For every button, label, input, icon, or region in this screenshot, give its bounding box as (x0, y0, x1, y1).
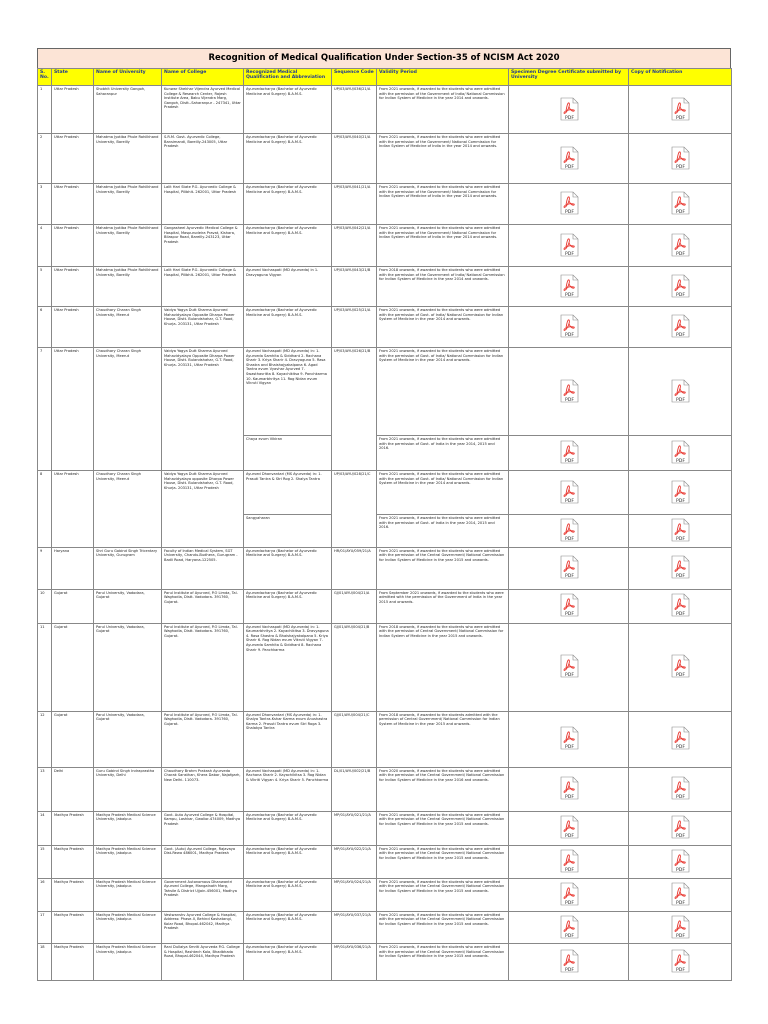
cell-state: Madhya Pradesh (52, 845, 94, 878)
svg-text:PDF: PDF (676, 574, 685, 580)
cell-sno: 1 (38, 86, 52, 134)
cell-sequence: MP/01/AYU/021/21/A (332, 811, 377, 845)
table-row (38, 623, 732, 711)
pdf-file-icon[interactable] (669, 815, 691, 839)
cell-notification-pdf[interactable] (629, 767, 732, 811)
cell-sno: 12 (38, 711, 52, 767)
cell-notification-pdf[interactable] (629, 845, 732, 878)
cell-notification-pdf[interactable] (629, 589, 732, 623)
cell-college: Government Autonomous Dhanwantri Ayurved College, Mangalnath Marg, Tahsile & District Ujjain-456001, Madhya Pradesh (162, 878, 244, 911)
svg-text:PDF: PDF (676, 795, 685, 801)
cell-sno: 6 (38, 307, 52, 348)
svg-text:PDF: PDF (676, 968, 685, 974)
cell-sequence: UP/03/AYU/028/21/C (332, 471, 377, 548)
cell-college: Chaudhary Brahm Prakash Ayurveda Charak Sansthan, Khera Dabar, Najafgarh, New Delhi- 110073. (162, 767, 244, 811)
cell-university: Madhya Pradesh Medical Science University, Jabalpur. (94, 878, 162, 911)
cell-sequence: DL/01/AYU/002/21/B (332, 767, 377, 811)
table-header-row (38, 69, 732, 86)
cell-college: Parul Institute of Ayurved, P.O Limda, Tal. Waghodia, Distt. Vadodara- 391760, Gujarat. (162, 711, 244, 767)
svg-text:PDF: PDF (564, 867, 574, 873)
svg-text:PDF: PDF (676, 397, 685, 403)
svg-text:PDF: PDF (564, 536, 574, 542)
cell-sequence: GJ/01/AYU/004/21/A (332, 589, 377, 623)
cell-sno: 4 (38, 225, 52, 267)
cell-university: Parul University, Vadodara, Gujarat (94, 589, 162, 623)
table-row (38, 589, 732, 623)
cell-validity: From 2021 onwards, if awarded to the students who were admitted with the permission of the Central Government/ National Commission for Indian System of Medicine in the year 2015 and onwards. (377, 547, 509, 589)
pdf-file-icon[interactable] (669, 915, 691, 939)
cell-qualification: Ayurvedacharya (Bachelor of Ayurvedic Medicine and Surgery) B.A.M.S. (244, 878, 332, 911)
cell-state: Madhya Pradesh (52, 811, 94, 845)
table-row (38, 811, 732, 845)
header-college: Name of College (162, 69, 244, 86)
cell-qualification: Chaya evum Vikiran (244, 436, 332, 471)
cell-state: Uttar Pradesh (52, 134, 94, 184)
pdf-file-icon[interactable] (558, 949, 580, 973)
cell-university: Mahatma Jyotiba Phule Rohilkhand University, Bareilly (94, 134, 162, 184)
cell-qualification: Ayurvedacharya (Bachelor of Ayurvedic Medicine and Surgery) B.A.M.S. (244, 184, 332, 225)
cell-specimen-pdf[interactable] (509, 767, 629, 811)
cell-specimen-pdf[interactable] (509, 845, 629, 878)
cell-qualification: Ayurvedacharya (Bachelor of Ayurvedic Medicine and Surgery) B.A.M.S. (244, 911, 332, 944)
cell-validity: From 2021 onwards, if awarded to the students who were admitted with the permission of Govt. of India in the year 2014, 2015 and 2016. (377, 436, 509, 471)
pdf-file-icon[interactable] (669, 440, 691, 464)
cell-state: Uttar Pradesh (52, 348, 94, 471)
table-row (38, 878, 732, 911)
cell-specimen-pdf[interactable] (509, 623, 629, 711)
cell-validity: From 2021 onwards, if awarded to the students who were admitted with the permission of the Government/ National Commission for Indian System of Medicine of India in the year 2014 and onwards. (377, 225, 509, 267)
cell-validity: From September 2021 onwards, if awarded to the students who were admitted with the permission of the Government of India in the year 2015 and onwards. (377, 589, 509, 623)
cell-sequence: UP/03/AYU/036/21/A (332, 86, 377, 134)
cell-validity: From 2021 onwards, if awarded to the students who were admitted with the permission of the Government/ National Commission for Indian System of Medicine of India in the year 2014 and onwards. (377, 184, 509, 225)
svg-text:PDF: PDF (564, 795, 574, 801)
cell-specimen-pdf[interactable] (509, 307, 629, 348)
pdf-file-icon[interactable] (558, 555, 580, 579)
table-row (38, 134, 732, 184)
svg-text:PDF: PDF (676, 459, 685, 465)
cell-state: Madhya Pradesh (52, 878, 94, 911)
pdf-file-icon[interactable] (669, 882, 691, 906)
cell-validity: From 2021 onwards, if awarded to the students who were admitted with the permission of the Government/ National Commission for Indian System of Medicine of India in the year 2014 and onwards. (377, 134, 509, 184)
svg-text:PDF: PDF (676, 867, 685, 873)
cell-college: S.R.M. Govt. Ayurvedic College, Bansimandi, Bareilly-243005, Uttar Pradesh (162, 134, 244, 184)
cell-state: Uttar Pradesh (52, 225, 94, 267)
cell-sno: 11 (38, 623, 52, 711)
svg-text:PDF: PDF (676, 251, 685, 257)
cell-qualification: Ayurved Vachaspati (MD Ayurveda) in: 1. Kaumarbhritya 2. Kayachikitsa 3. Dravyaguna 4. Rasa Shastra & Bhaishajyakalpana 5. Kriya Sharir 6. Rog Nidan evum Vikruti Vigyan 7. Ayurveda Samhita & Siddhant 8. Rachana Sharir 9. Panchkarma (244, 623, 332, 711)
table-row (38, 471, 732, 515)
cell-college: Parul Institute of Ayurved, P.O Limda, Tal. Waghodia, Distt. Vadodara- 391760, Gujarat. (162, 623, 244, 711)
cell-university: Guru Gobind Singh Indraprastha University, Delhi (94, 767, 162, 811)
cell-sequence: UP/03/AYU/041/21/A (332, 184, 377, 225)
cell-university: Chaudhary Charan Singh University, Meerut (94, 471, 162, 548)
cell-state: Uttar Pradesh (52, 86, 94, 134)
header-university: Name of University (94, 69, 162, 86)
cell-university: Madhya Pradesh Medical Science University, Jabalpur. (94, 944, 162, 981)
cell-specimen-pdf[interactable] (509, 711, 629, 767)
svg-text:PDF: PDF (564, 210, 574, 216)
cell-specimen-pdf[interactable] (509, 225, 629, 267)
cell-university: Madhya Pradesh Medical Science University, Jabalpur. (94, 811, 162, 845)
cell-sequence: UP/03/AYU/026/21/B (332, 348, 377, 471)
cell-college: Faculty of Indian Medical System, SGT University, Chandu-Budhera, Gurugram - Badli Road, Haryana-122505. (162, 547, 244, 589)
cell-college: Vaidya Yagya Dutt Sharma Ayurved Mahavidyalaya opposite Dharpa Power House, Distt. Bulandshahar, G.T. Road, Khurja- 203131, Uttar Pradesh (162, 471, 244, 548)
cell-sno: 2 (38, 134, 52, 184)
pdf-file-icon[interactable] (669, 593, 691, 617)
cell-sequence: UP/03/AYU/043/21/B (332, 267, 377, 307)
pdf-file-icon[interactable] (669, 274, 691, 298)
cell-sno: 7 (38, 348, 52, 471)
svg-text:PDF: PDF (676, 933, 685, 939)
pdf-file-icon[interactable] (558, 379, 580, 403)
cell-specimen-pdf[interactable] (509, 944, 629, 981)
cell-state: Madhya Pradesh (52, 944, 94, 981)
pdf-file-icon[interactable] (558, 815, 580, 839)
pdf-file-icon[interactable] (558, 776, 580, 800)
pdf-file-icon[interactable] (669, 776, 691, 800)
cell-sno: 10 (38, 589, 52, 623)
cell-specimen-pdf[interactable] (509, 878, 629, 911)
cell-qualification: Ayurved Dhanvantari (MS Ayurveda) in: 1. Shalya Tantra-Kshar Karma evum Anushastra Karma 2. Prasuti Tantra evum Stri Roga 3. Shalakya Tantra (244, 711, 332, 767)
cell-sequence: MP/01/AYU/036/21/A (332, 944, 377, 981)
cell-sequence: UP/03/AYU/040/21/A (332, 134, 377, 184)
svg-text:PDF: PDF (564, 333, 574, 339)
cell-specimen-pdf[interactable] (509, 348, 629, 436)
pdf-file-icon[interactable] (558, 882, 580, 906)
cell-specimen-pdf[interactable] (509, 134, 629, 184)
pdf-file-icon[interactable] (558, 440, 580, 464)
cell-validity: From 2021 onwards, if awarded to the students who were admitted with the permission of Govt. of India/ National Commission for Indian System of Medicine in the year 2014 and onwards. (377, 307, 509, 348)
cell-state: Uttar Pradesh (52, 471, 94, 548)
cell-sno: 13 (38, 767, 52, 811)
cell-sno: 9 (38, 547, 52, 589)
pdf-file-icon[interactable] (669, 518, 691, 542)
svg-text:PDF: PDF (676, 292, 685, 298)
svg-text:PDF: PDF (676, 900, 685, 906)
cell-university: Madhya Pradesh Medical Science University, Jabalpur. (94, 911, 162, 944)
cell-notification-pdf[interactable] (629, 811, 732, 845)
cell-state: Haryana (52, 547, 94, 589)
svg-text:PDF: PDF (676, 612, 685, 618)
cell-sno: 16 (38, 878, 52, 911)
pdf-file-icon[interactable] (669, 191, 691, 215)
table-row (38, 225, 732, 267)
cell-college: Rani Dullaiya Smriti Ayurveda P.G. College & Hospital, Rashtech Kola, Bhadbhada Road, Bhopal-462044, Madhya Pradesh (162, 944, 244, 981)
cell-validity: From 2021 onwards, if awarded to the students who were admitted with the permission of Govt. of India/ National Commission for Indian System of Medicine in the year 2014 and onwards. (377, 348, 509, 436)
recognition-table (37, 68, 732, 981)
cell-state: Uttar Pradesh (52, 267, 94, 307)
cell-university: Chaudhary Charan Singh University, Meerut (94, 307, 162, 348)
cell-notification-pdf[interactable] (629, 184, 732, 225)
table-row (38, 307, 732, 348)
cell-notification-pdf[interactable] (629, 267, 732, 307)
cell-specimen-pdf[interactable] (509, 589, 629, 623)
pdf-file-icon[interactable] (669, 97, 691, 121)
svg-text:PDF: PDF (676, 164, 685, 170)
cell-university: Mahatma Jyotiba Phule Rohilkhand University, Bareilly (94, 225, 162, 267)
cell-sno: 3 (38, 184, 52, 225)
cell-qualification: Ayurvedacharya (Bachelor of Ayurvedic Medicine and Surgery) B.A.M.S. (244, 225, 332, 267)
svg-text:PDF: PDF (676, 834, 685, 840)
pdf-file-icon[interactable] (558, 274, 580, 298)
table-row (38, 184, 732, 225)
cell-college: Vestwanshv Ayurved College & Hospital, Address: Phase-II, Behind Kashatangi, Kolar Road, Bhopal-462042, Madhya Pradesh (162, 911, 244, 944)
cell-state: Uttar Pradesh (52, 307, 94, 348)
svg-text:PDF: PDF (676, 115, 685, 121)
svg-text:PDF: PDF (676, 536, 685, 542)
table-row (38, 348, 732, 436)
cell-specimen-pdf[interactable] (509, 86, 629, 134)
cell-specimen-pdf[interactable] (509, 911, 629, 944)
table-row (38, 711, 732, 767)
svg-text:PDF: PDF (564, 900, 574, 906)
svg-text:PDF: PDF (564, 459, 574, 465)
svg-text:PDF: PDF (564, 498, 574, 504)
cell-state: Gujarat (52, 711, 94, 767)
pdf-file-icon[interactable] (558, 191, 580, 215)
pdf-file-icon[interactable] (558, 146, 580, 170)
pdf-file-icon[interactable] (669, 726, 691, 750)
header-sequence: Sequence Code (332, 69, 377, 86)
header-sno: S. No. (38, 69, 52, 86)
pdf-file-icon[interactable] (669, 949, 691, 973)
cell-specimen-pdf[interactable] (509, 811, 629, 845)
cell-validity: From 2021 onwards, if awarded to the students who were admitted with the permission of the Government of India/ National Commission for Indian System of Medicine in the year 2014 and onwards. (377, 86, 509, 134)
cell-validity: From 2021 onwards, if awarded to the students who were admitted with the permission of the Central Government/ National Commission for Indian System of Medicine in the year 2015 and onwards. (377, 944, 509, 981)
pdf-file-icon[interactable] (558, 480, 580, 504)
table-row (38, 267, 732, 307)
svg-text:PDF: PDF (676, 498, 685, 504)
pdf-file-icon[interactable] (558, 233, 580, 257)
cell-qualification: Ayurvedacharya (Bachelor of Ayurvedic Medicine and Surgery) B.A.M.S. (244, 86, 332, 134)
pdf-file-icon[interactable] (669, 146, 691, 170)
cell-university: Shri Guru Gobind Singh Tricentary University, Gurugram (94, 547, 162, 589)
cell-notification-pdf[interactable] (629, 225, 732, 267)
page-title: Recognition of Medical Qualification Under Section-35 of NCISM Act 2020 (37, 48, 731, 68)
svg-text:PDF: PDF (564, 574, 574, 580)
header-specimen: Specimen Degree Certificate submitted by University (509, 69, 629, 86)
cell-college: Parul Institute of Ayurved, P.O Limda, Tal. Waghodia, Distt. Vadodara- 391760, Gujarat. (162, 589, 244, 623)
pdf-file-icon[interactable] (669, 314, 691, 338)
svg-text:PDF: PDF (564, 397, 574, 403)
cell-notification-pdf[interactable] (629, 436, 732, 471)
cell-sequence: MP/01/AYU/037/21/A (332, 911, 377, 944)
pdf-file-icon[interactable] (669, 654, 691, 678)
cell-sno: 14 (38, 811, 52, 845)
pdf-file-icon[interactable] (558, 654, 580, 678)
cell-university: Chaudhary Charan Singh University, Meerut (94, 348, 162, 471)
cell-qualification: Ayurvedacharya (Bachelor of Ayurvedic Medicine and Surgery) B.A.M.S. (244, 134, 332, 184)
cell-state: Delhi (52, 767, 94, 811)
pdf-file-icon[interactable] (669, 379, 691, 403)
cell-qualification: Ayurvedacharya (Bachelor of Ayurvedic Medicine and Surgery) B.A.M.S. (244, 547, 332, 589)
cell-notification-pdf[interactable] (629, 86, 732, 134)
svg-text:PDF: PDF (676, 673, 685, 679)
cell-validity: From 2018 onwards, if awarded to the students admitted with the permission of Central Government/ National Commission for Indian System of Medicine in the year 2015 and onwards. (377, 711, 509, 767)
cell-notification-pdf[interactable] (629, 134, 732, 184)
cell-notification-pdf[interactable] (629, 711, 732, 767)
cell-validity: From 2021 onwards, if awarded to the students who were admitted with the permission of the Central Government/ National Commission for Indian System of Medicine in the year 2015 and onwards. (377, 811, 509, 845)
svg-text:PDF: PDF (564, 115, 574, 121)
cell-validity: From 2021 onwards, if awarded to the students who were admitted with the permission of Govt. of India in the year 2014, 2015 and 2016. (377, 515, 509, 548)
cell-validity: From 2021 onwards, if awarded to the students who were admitted with the permission of the Central Government/ National Commission for Indian System of Medicine in the year 2015 and onwards. (377, 845, 509, 878)
svg-text:PDF: PDF (564, 834, 574, 840)
cell-notification-pdf[interactable] (629, 515, 732, 548)
table-row (38, 767, 732, 811)
cell-notification-pdf[interactable] (629, 878, 732, 911)
cell-notification-pdf[interactable] (629, 307, 732, 348)
svg-text:PDF: PDF (676, 745, 685, 751)
pdf-file-icon[interactable] (669, 555, 691, 579)
cell-qualification: Ayurvedacharya (Bachelor of Ayurvedic Medicine and Surgery) B.A.M.S. (244, 944, 332, 981)
cell-state: Madhya Pradesh (52, 911, 94, 944)
cell-sno: 17 (38, 911, 52, 944)
cell-college: Vaidya Yagya Dutt Sharma Ayurved Mahavidyalaya Opposite Dharpa Power House, Distt. Bulandshahar, G.T. Road, Khurja- 203131, Uttar Pradesh (162, 307, 244, 348)
cell-state: Gujarat (52, 589, 94, 623)
pdf-file-icon[interactable] (558, 97, 580, 121)
cell-notification-pdf[interactable] (629, 623, 732, 711)
cell-validity: From 2018 onwards, if awarded to the students who were admitted with the permission of Central Government/ National Commission for Indian System of Medicine in the year 2015 and onwards. (377, 623, 509, 711)
cell-specimen-pdf[interactable] (509, 184, 629, 225)
svg-text:PDF: PDF (564, 251, 574, 257)
header-notification: Copy of Notification (629, 69, 732, 86)
cell-university: Madhya Pradesh Medical Science University, Jabalpur. (94, 845, 162, 878)
cell-qualification: Ayurvedacharya (Bachelor of Ayurvedic Medicine and Surgery) B.A.M.S. (244, 589, 332, 623)
table-row (38, 911, 732, 944)
cell-qualification: Ayurvedacharya (Bachelor of Ayurvedic Medicine and Surgery) B.A.M.S. (244, 845, 332, 878)
cell-sno: 8 (38, 471, 52, 548)
cell-university: Mahatma Jyotiba Phule Rohilkhand University, Bareilly (94, 267, 162, 307)
cell-validity: From 2018 onwards, if awarded to the students who were admitted with the permission of the Government of India/ National Commission for Indian System of Medicine in the year 2014 and onwards. (377, 267, 509, 307)
svg-text:PDF: PDF (676, 210, 685, 216)
cell-specimen-pdf[interactable] (509, 547, 629, 589)
cell-notification-pdf[interactable] (629, 471, 732, 515)
svg-text:PDF: PDF (564, 612, 574, 618)
cell-qualification: Ayurved Dhanvantari (MS Ayurveda) in: 1. Prasuti Tantra & Stri Rog 2. Shalya Tantra (244, 471, 332, 515)
cell-college: Vaidya Yagya Dutt Sharma Ayurved Mahavidyalaya Opposite Dharpa Power House, Distt. Bulandshahar, G.T. Road, Khurja- 203131, Uttar Pradesh (162, 348, 244, 471)
pdf-file-icon[interactable] (558, 726, 580, 750)
cell-sequence: GJ/01/AYU/004/21/C (332, 711, 377, 767)
cell-sno: 15 (38, 845, 52, 878)
cell-sno: 5 (38, 267, 52, 307)
cell-notification-pdf[interactable] (629, 911, 732, 944)
pdf-file-icon[interactable] (669, 233, 691, 257)
svg-text:PDF: PDF (564, 933, 574, 939)
pdf-file-icon[interactable] (558, 518, 580, 542)
pdf-file-icon[interactable] (669, 480, 691, 504)
cell-sequence: MP/01/AYU/024/21/A (332, 878, 377, 911)
pdf-file-icon[interactable] (558, 314, 580, 338)
cell-notification-pdf[interactable] (629, 547, 732, 589)
cell-qualification: Ayurved Vachaspati (MD Ayurveda) in 1. Dravyaguna Vigyan (244, 267, 332, 307)
cell-sno: 18 (38, 944, 52, 981)
cell-college: Gangasheel Ayurvedic Medical College & Hospital, Maspurudeira Pravat, Kishara, Bilaspur Road, Bareilly-243123, Uttar Pradesh (162, 225, 244, 267)
svg-text:PDF: PDF (676, 333, 685, 339)
cell-university: Parul University, Vadodara, Gujarat (94, 623, 162, 711)
cell-college: Lalit Hari State P.G. Ayurvedic College & Hospital, Pilibhit- 262001, Uttar Pradesh (162, 184, 244, 225)
pdf-file-icon[interactable] (669, 849, 691, 873)
cell-qualification: Ayurved Vachaspati (MD Ayurveda) in: 1. Ayurveda Samhita & Siddhant 2. Rachana Sharir 3. Kriya Sharir 4. Dravyaguna 5. Rasa Shastra and Bhaishajyakalpana 6. Agad Tantra evum Vyavhar Ayurved 7. Swasthavritta 8. Kayachikitsa 9. Panchkarma 10. Kaumarbhritya 11. Rog Nidan evum Vikruti Vigyan (244, 348, 332, 436)
cell-college: Govt. Auto Ayurved College & Hospital, Kampu, Lashkar, Gwalior-474009, Madhya Pradesh (162, 811, 244, 845)
table-row (38, 845, 732, 878)
cell-college: Kunwar Shekhar Vijendra Ayurved Medical College & Research Center, Rajesh Institute Area, Babu Vijendra Marg, Gangoh, Distt.-Saharanpur - 247341, Uttar Pradesh (162, 86, 244, 134)
cell-notification-pdf[interactable] (629, 944, 732, 981)
pdf-file-icon[interactable] (558, 849, 580, 873)
cell-qualification: Ayurvedacharya (Bachelor of Ayurvedic Medicine and Surgery) B.A.M.S. (244, 811, 332, 845)
cell-validity: From 2020 onwards, if awarded to the students who were admitted with the permission of the Central Government/ National Commission for Indian System of Medicine in the year 2016 and onwards. (377, 767, 509, 811)
svg-text:PDF: PDF (564, 968, 574, 974)
pdf-file-icon[interactable] (558, 593, 580, 617)
header-qualification: Recognized Medical Qualification and Abbreviation (244, 69, 332, 86)
cell-specimen-pdf[interactable] (509, 515, 629, 548)
header-state: State (52, 69, 94, 86)
cell-college: Govt. (Auto) Ayurved College, Rajavaya Dist-Rewa 486001, Madhya Pradesh (162, 845, 244, 878)
cell-specimen-pdf[interactable] (509, 267, 629, 307)
cell-sequence: MP/01/AYU/022/21/A (332, 845, 377, 878)
table-row (38, 944, 732, 981)
cell-sequence: UP/03/AYU/042/21/A (332, 225, 377, 267)
svg-text:PDF: PDF (564, 745, 574, 751)
cell-validity: From 2021 onwards, if awarded to the students who were admitted with the permission of the Central Government/ National Commission for Indian System of Medicine in the year 2015 and onwards. (377, 911, 509, 944)
cell-sequence: HR/01/AYU/059/21/A (332, 547, 377, 589)
cell-qualification: Ayurvedacharya (Bachelor of Ayurvedic Medicine and Surgery) B.A.M.S. (244, 307, 332, 348)
document-sheet (37, 48, 731, 981)
cell-sequence: GJ/01/AYU/004/21/B (332, 623, 377, 711)
header-validity: Validity Period (377, 69, 509, 86)
svg-text:PDF: PDF (564, 164, 574, 170)
cell-specimen-pdf[interactable] (509, 471, 629, 515)
cell-college: Lalit Hari State P.G. Ayurvedic College & Hospital, Pilibhit- 262001, Uttar Pradesh (162, 267, 244, 307)
cell-specimen-pdf[interactable] (509, 436, 629, 471)
table-row (38, 547, 732, 589)
cell-state: Uttar Pradesh (52, 184, 94, 225)
table-row (38, 86, 732, 134)
cell-university: Shobhit University Gangoh, Saharanpur (94, 86, 162, 134)
pdf-file-icon[interactable] (558, 915, 580, 939)
cell-notification-pdf[interactable] (629, 348, 732, 436)
cell-state: Gujarat (52, 623, 94, 711)
cell-university: Mahatma Jyotiba Phule Rohilkhand University, Bareilly (94, 184, 162, 225)
cell-qualification: Ayurved Vachaspati (MD Ayurveda) in: 1. Rachana Sharir 2. Kayachikitsa 3. Rog Nidan & Vikriti Vigyan 4. Kriya Sharir 5. Panchkarma (244, 767, 332, 811)
svg-text:PDF: PDF (564, 673, 574, 679)
svg-text:PDF: PDF (564, 292, 574, 298)
cell-validity: From 2021 onwards, if awarded to the students who were admitted with the permission of Govt. of India/ National Commission for Indian System of Medicine in the year 2014 and onwards. (377, 471, 509, 515)
cell-sequence: UP/03/AYU/025/21/A (332, 307, 377, 348)
cell-qualification: Sangyaharan (244, 515, 332, 548)
cell-university: Parul University, Vadodara, Gujarat (94, 711, 162, 767)
cell-validity: From 2021 onwards, if awarded to the students who were admitted with the permission of the Central Government/ National Commission for Indian System of Medicine in the year 2015 and onwards. (377, 878, 509, 911)
